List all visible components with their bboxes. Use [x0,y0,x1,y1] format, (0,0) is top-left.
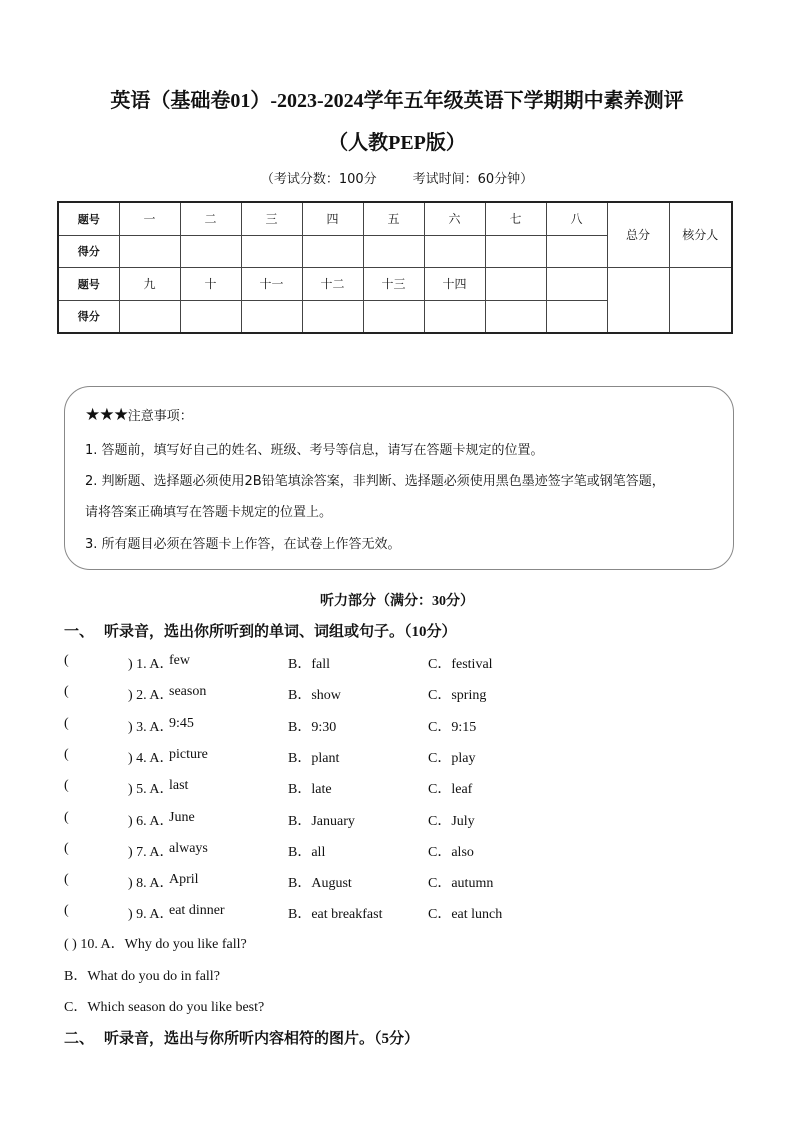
page-subtitle-edition: （人教PEP版） [328,132,466,154]
exam-score: （考试分数：100分 [260,172,377,187]
option-a[interactable]: last [169,778,189,794]
part2-number: 二、 [64,1031,95,1047]
option-a[interactable]: few [169,653,190,668]
question-number: ) 2. A． [128,688,174,704]
score-cell[interactable] [546,300,607,333]
page-title: 英语（基础卷01）-2023-2024学年五年级英语下学期期中素养测评 [110,90,684,112]
row-label-score: 得分 [58,235,119,267]
answer-paren-open: ( [64,653,69,668]
option-c[interactable]: C．also [428,844,474,860]
col-header: 十三 [363,267,424,300]
score-cell[interactable] [241,300,302,333]
option-c[interactable]: C．festival [428,657,493,672]
score-cell[interactable] [180,300,241,333]
col-header: 七 [485,202,546,235]
question-number: ) 3. A． [128,719,174,735]
col-header: 十二 [302,267,363,300]
option-a[interactable]: June [169,809,195,825]
part1-heading [64,620,457,641]
option-a[interactable]: picture [169,746,208,762]
score-cell[interactable] [363,235,424,267]
option-c[interactable]: C．spring [428,688,487,704]
listening-section-title: 听力部分（满分：30分） [320,594,474,609]
checker-cell[interactable] [669,267,732,333]
question-number: ) 6. A． [128,813,174,829]
option-a[interactable]: season [169,684,207,700]
option-b[interactable]: B．fall [288,657,330,672]
option-b[interactable]: B．eat breakfast [288,907,383,923]
notice-item-2-cont: 请将答案正确填写在答题卡规定的位置上。 [85,505,333,520]
col-header: 一 [119,202,180,235]
option-c[interactable]: C．July [428,813,475,829]
option-b[interactable]: B．late [288,782,332,798]
option-b[interactable]: B．9:30 [288,719,337,735]
score-cell[interactable] [302,300,363,333]
col-header: 九 [119,267,180,300]
question-10: ( ) 10. A．Why do you like fall? [64,937,247,952]
total-label: 总分 [607,202,669,267]
notice-item-1: 1. 答题前，填写好自己的姓名、班级、考号等信息，请写在答题卡规定的位置。 [85,443,544,458]
score-cell[interactable] [180,235,241,267]
col-header: 十四 [424,267,485,300]
exam-time: 考试时间：60分钟） [412,172,534,187]
score-cell[interactable] [302,235,363,267]
score-table-row-questions-1 [58,202,732,235]
row-label-question: 题号 [58,202,119,235]
option-a[interactable]: always [169,840,208,856]
col-header: 十 [180,267,241,300]
score-cell[interactable] [424,300,485,333]
question-10-option-b: B．What do you do in fall? [64,969,220,984]
score-table [57,201,733,334]
option-c[interactable]: C．play [428,750,476,766]
col-header: 八 [546,202,607,235]
option-b[interactable]: B．plant [288,750,340,766]
option-a[interactable]: 9:45 [169,715,194,731]
score-cell[interactable] [363,300,424,333]
answer-paren-open: ( [64,715,69,731]
exam-info [0,168,794,187]
answer-paren-open: ( [64,872,69,888]
answer-paren-open: ( [64,903,69,919]
option-b[interactable]: B．show [288,688,341,704]
col-header [485,267,546,300]
answer-paren-open: ( [64,746,69,762]
score-cell[interactable] [424,235,485,267]
option-c[interactable]: C．9:15 [428,719,477,735]
col-header [546,267,607,300]
answer-paren-open: ( [64,840,69,856]
question-number: ) 1. A． [128,657,174,672]
question-number: ) 9. A． [128,907,174,923]
part2-heading [64,1027,419,1048]
question-number: ) 8. A． [128,876,174,892]
part2-title: 听录音，选出与你所听内容相符的图片。（5分） [104,1031,420,1047]
answer-paren-open: ( [64,684,69,700]
col-header: 三 [241,202,302,235]
stars-icon: ★★★ [85,405,128,425]
option-b[interactable]: B．August [288,876,352,892]
notice-heading [85,405,193,425]
question-10-option-c: C．Which season do you like best? [64,1000,265,1015]
total-score-cell[interactable] [607,267,669,333]
question-number: ) 5. A． [128,782,174,798]
col-header: 四 [302,202,363,235]
row-label-question: 题号 [58,267,119,300]
part1-title: 听录音，选出你所听到的单词、词组或句子。（10分） [104,624,457,640]
col-header: 十一 [241,267,302,300]
score-cell[interactable] [546,235,607,267]
notice-item-2: 2. 判断题、选择题必须使用2B铅笔填涂答案，非判断、选择题必须使用黑色墨迹签字笔或钢笔答题， [85,474,665,489]
score-cell[interactable] [119,235,180,267]
question-number: ) 4. A． [128,750,174,766]
score-cell[interactable] [485,300,546,333]
option-c[interactable]: C．autumn [428,876,494,892]
option-a[interactable]: eat dinner [169,903,225,919]
option-a[interactable]: April [169,872,199,888]
option-c[interactable]: C．leaf [428,782,473,798]
question-number: ) 7. A． [128,844,174,860]
col-header: 五 [363,202,424,235]
option-b[interactable]: B．all [288,844,326,860]
notice-item-3: 3. 所有题目必须在答题卡上作答，在试卷上作答无效。 [85,537,401,552]
col-header: 六 [424,202,485,235]
row-label-score: 得分 [58,300,119,333]
score-cell[interactable] [485,235,546,267]
option-b[interactable]: B．January [288,813,355,829]
score-cell[interactable] [119,300,180,333]
option-c[interactable]: C．eat lunch [428,907,503,923]
col-header: 二 [180,202,241,235]
notice-title: 注意事项： [127,409,193,424]
score-table-row-questions-2 [58,267,732,300]
part1-number: 一、 [64,624,95,640]
notice-box [64,386,734,570]
answer-paren-open: ( [64,809,69,825]
checker-label: 核分人 [669,202,732,267]
answer-paren-open: ( [64,778,69,794]
score-cell[interactable] [241,235,302,267]
